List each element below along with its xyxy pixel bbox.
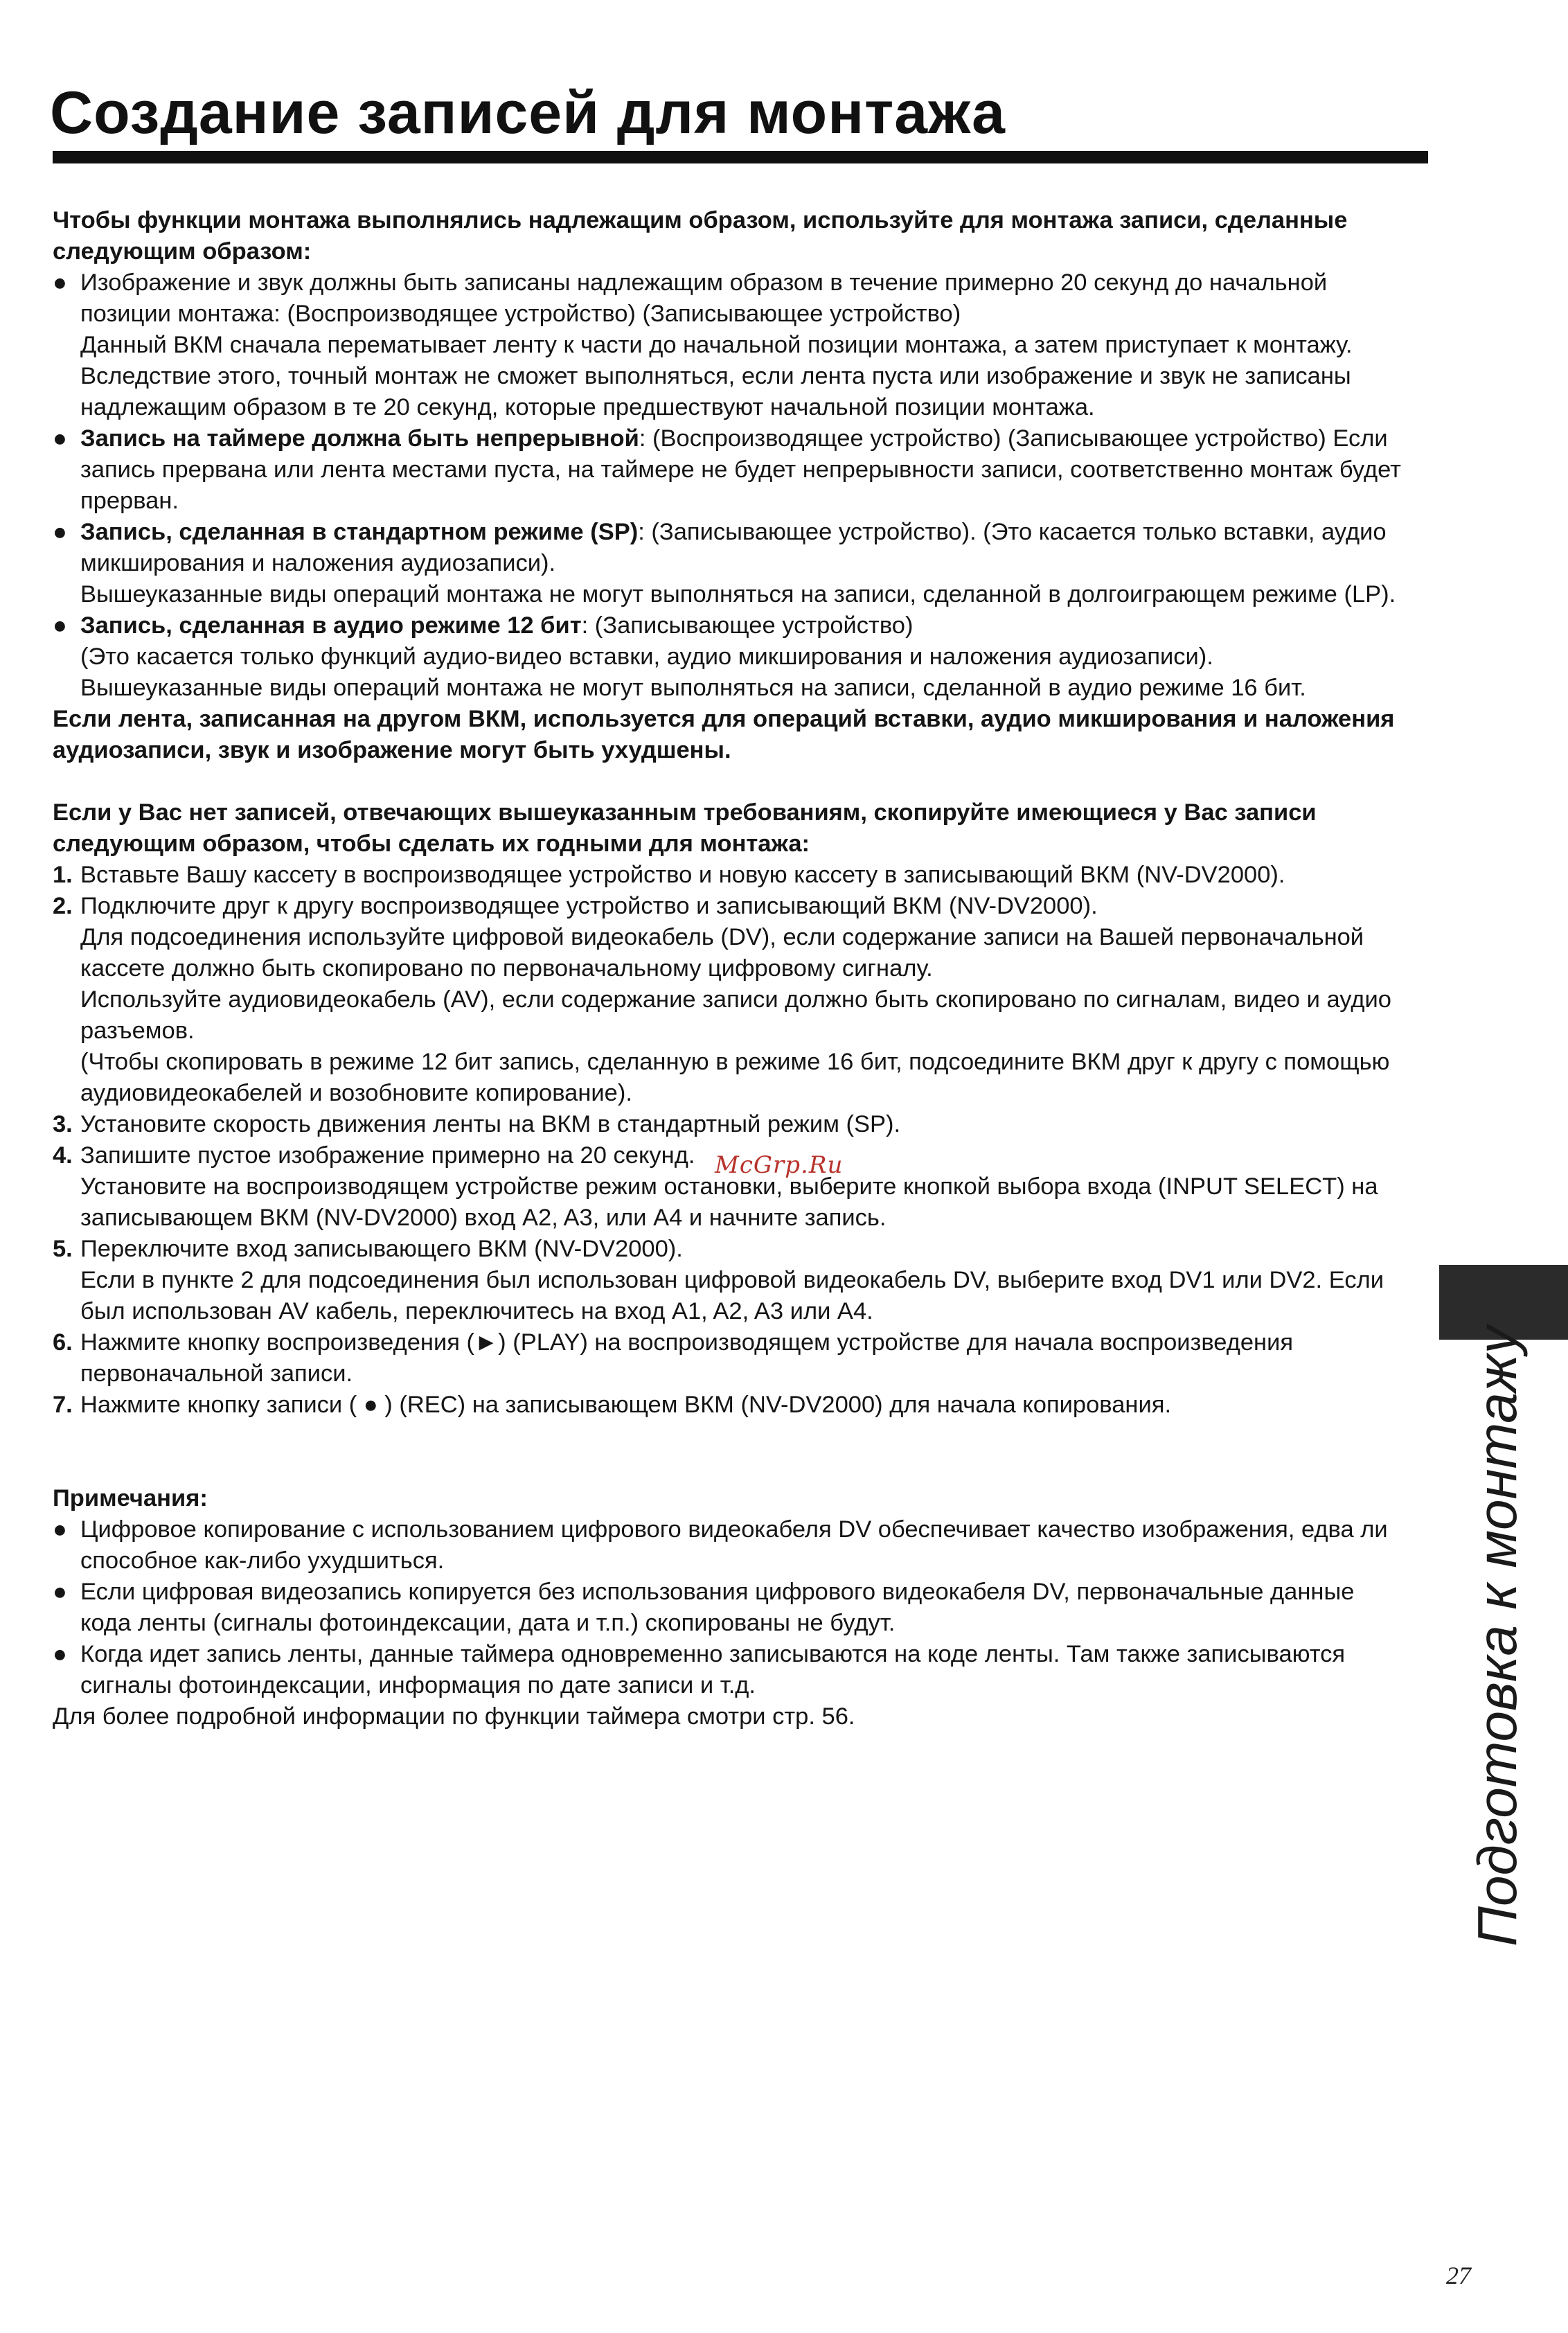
step-text: Нажмите кнопку записи ( ● ) (REC) на записывающем ВКМ (NV-DV2000) для начала копирования. <box>80 1392 1172 1418</box>
spacer <box>53 1421 1410 1452</box>
step-text: Подключите друг к другу воспроизводящее устройство и записывающий ВКМ (NV-DV2000). <box>80 893 1098 919</box>
step-number: 7. <box>53 1392 73 1418</box>
step-number: 4. <box>53 1142 73 1169</box>
bullet-icon: ● <box>53 1579 67 1605</box>
bullet-icon: ● <box>53 269 67 296</box>
note-item <box>53 1639 1410 1701</box>
step-text: Нажмите кнопку воспроизведения (►) (PLAY) на воспроизводящем устройстве для начала воспроизведения первоначальной записи. <box>80 1329 1294 1387</box>
step-number: 3. <box>53 1111 73 1137</box>
bullet-icon: ● <box>53 612 67 639</box>
watermark-text: McGrp.Ru <box>715 1151 844 1179</box>
copy-step-5 <box>53 1234 1410 1327</box>
bullet-icon: ● <box>53 1641 67 1667</box>
bullet-icon: ● <box>53 425 67 452</box>
bullet-bold: Запись, сделанная в стандартном режиме (SP) <box>80 519 639 545</box>
bullet-bold: Запись, сделанная в аудио режиме 12 бит <box>80 612 582 639</box>
note-text: Если цифровая видеозапись копируется без использования цифрового видеокабеля DV, первоначальные данные кода ленты (сигналы фотоиндексации, дата и т.п.) скопированы не будут. <box>80 1579 1355 1636</box>
step-number: 5. <box>53 1236 73 1262</box>
step-extra: Используйте аудиовидеокабель (AV), если содержание записи должно быть скопировано по сигналам, видео и аудио разъемов. <box>80 986 1391 1044</box>
bullet-bold: Запись на таймере должна быть непрерывной <box>80 425 639 452</box>
page-title: Создание записей для монтажа <box>50 80 1006 146</box>
spacer <box>53 1452 1410 1483</box>
step-extra: Для подсоединения используйте цифровой видеокабель (DV), если содержание записи на Вашей первоначальной кассете должно быть скопировано по первоначальному цифровому сигналу. <box>80 924 1364 982</box>
intro-warning: Если лента, записанная на другом ВКМ, используется для операций вставки, аудио микширования и наложения аудиозаписи, звук и изображение могут быть ухудшены. <box>53 706 1395 763</box>
note-item <box>53 1577 1410 1639</box>
bullet-text: : (Воспроизводящее устройство) (Записывающее устройство) Если запись прервана или лента местами пуста, на таймере не будет непрерывности записи, соответственно монтаж будет прерван. <box>80 425 1401 514</box>
intro-bullet-2 <box>53 423 1410 517</box>
section-side-label: Подготовка к монтажу <box>1466 1326 1528 1946</box>
bullet-extra: Вышеуказанные виды операций монтажа не могут выполняться на записи, сделанной в долгоиграющем режиме (LP). <box>80 581 1396 607</box>
intro-bullet-1 <box>53 267 1410 423</box>
note-text: Цифровое копирование с использованием цифрового видеокабеля DV обеспечивает качество изображения, едва ли способное как-либо ухудшиться. <box>80 1516 1388 1574</box>
note-item <box>53 1514 1410 1577</box>
page-number: 27 <box>1446 2262 1471 2289</box>
bullet-text: : (Записывающее устройство) <box>581 612 914 639</box>
bullet-extra: Данный ВКМ сначала перематывает ленту к части до начальной позиции монтажа, а затем приступает к монтажу. Вследствие этого, точный монтаж не сможет выполняться, если лента пуста или изображение и звук не записаны надлежащим образом в те 20 секунд, которые предшествуют начальной позиции монтажа. <box>80 332 1353 420</box>
bullet-text: Изображение и звук должны быть записаны надлежащим образом в течение примерно 20 секунд до начальной позиции монтажа: (Воспроизводящее устройство) (Записывающее устройство) <box>80 269 1328 327</box>
step-number: 2. <box>53 893 73 919</box>
copy-step-2 <box>53 891 1410 1109</box>
bullet-text: : (Записывающее устройство). (Это касается только вставки, аудио микширования и наложения аудиозаписи). <box>80 519 1387 576</box>
main-content <box>53 205 1410 1732</box>
notes-footer: Для более подробной информации по функции таймера смотри стр. 56. <box>53 1703 855 1730</box>
bullet-extra: (Это касается только функций аудио-видео вставки, аудио микширования и наложения аудиозаписи). <box>80 644 1213 670</box>
intro-lead: Чтобы функции монтажа выполнялись надлежащим образом, используйте для монтажа записи, сделанные следующим образом: <box>53 207 1348 265</box>
copy-step-7 <box>53 1390 1410 1421</box>
step-extra: (Чтобы скопировать в режиме 12 бит запись, сделанную в режиме 16 бит, подсоедините ВКМ друг к другу с помощью аудиовидеокабелей и возобновите копирование). <box>80 1049 1390 1106</box>
step-text: Установите скорость движения ленты на ВКМ в стандартный режим (SP). <box>80 1111 901 1137</box>
step-extra: Установите на воспроизводящем устройстве режим остановки, выберите кнопкой выбора входа (INPUT SELECT) на записывающем ВКМ (NV-DV2000) вход A2, A3, или A4 и начните запись. <box>80 1173 1378 1231</box>
step-text: Переключите вход записывающего ВКМ (NV-DV2000). <box>80 1236 683 1262</box>
step-number: 1. <box>53 862 73 888</box>
copy-step-1 <box>53 860 1410 891</box>
intro-bullet-4 <box>53 610 1410 704</box>
step-extra: Если в пункте 2 для подсоединения был использован цифровой видеокабель DV, выберите вход DV1 или DV2. Если был использован AV кабель, переключитесь на вход A1, A2, A3 или A4. <box>80 1267 1384 1324</box>
notes-heading: Примечания: <box>53 1485 208 1511</box>
bullet-extra: Вышеуказанные виды операций монтажа не могут выполняться на записи, сделанной в аудио режиме 16 бит. <box>80 675 1306 701</box>
intro-bullet-3 <box>53 517 1410 610</box>
step-text: Вставьте Вашу кассету в воспроизводящее устройство и новую кассету в записывающий ВКМ (NV-DV2000). <box>80 862 1285 888</box>
copy-step-6 <box>53 1327 1410 1390</box>
step-text: Запишите пустое изображение примерно на 20 секунд. <box>80 1142 695 1169</box>
step-number: 6. <box>53 1329 73 1356</box>
copy-lead: Если у Вас нет записей, отвечающих вышеуказанным требованиям, скопируйте имеющиеся у Вас записи следующим образом, чтобы сделать их годными для монтажа: <box>53 799 1317 857</box>
title-rule <box>53 151 1428 163</box>
note-text: Когда идет запись ленты, данные таймера одновременно записываются на коде ленты. Там также записываются сигналы фотоиндексации, информация по дате записи и т.д. <box>80 1641 1346 1698</box>
copy-step-3 <box>53 1109 1410 1140</box>
bullet-icon: ● <box>53 1516 67 1543</box>
spacer <box>53 766 1410 797</box>
bullet-icon: ● <box>53 519 67 545</box>
